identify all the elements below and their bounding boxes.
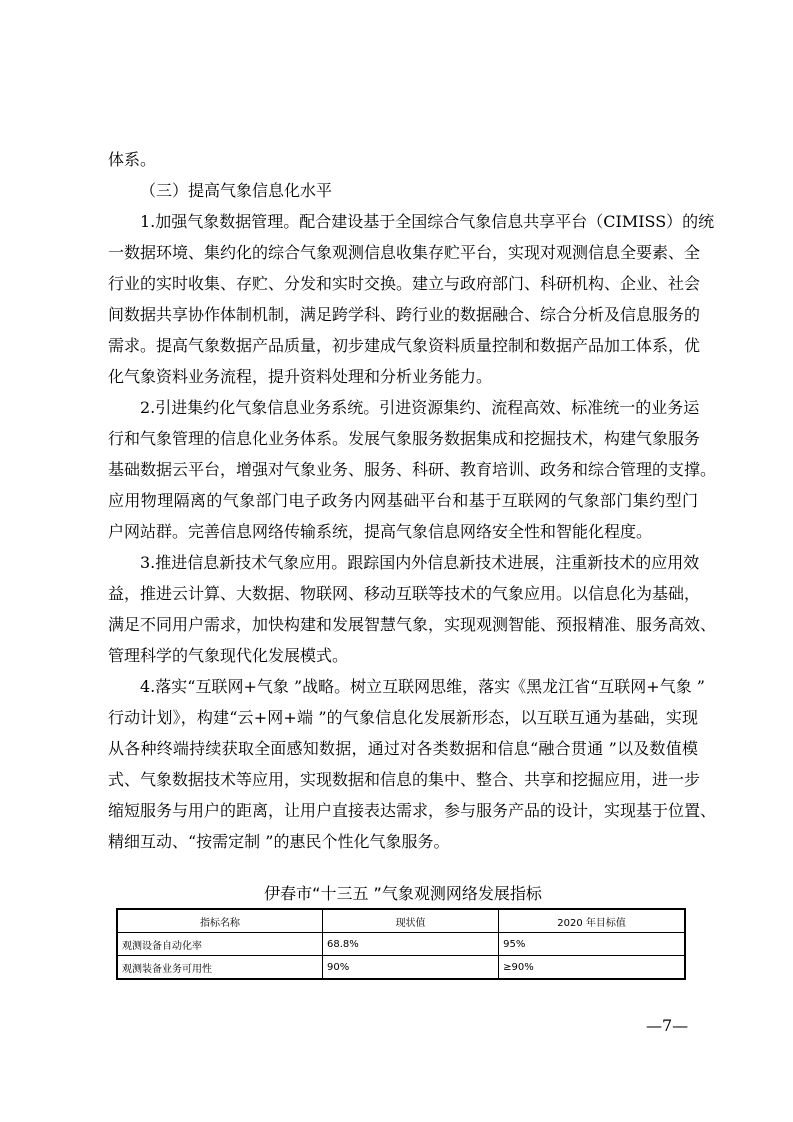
section-heading	[108, 175, 698, 206]
paragraph-business-system	[108, 392, 717, 547]
body-text	[108, 144, 717, 857]
text-line: 化气象资料业务流程，提升资料处理和分析业务能力。	[108, 367, 493, 386]
text-line: 基础数据云平台，增强对气象业务、服务、科研、教育培训、政务和综合管理的支撑。	[108, 460, 717, 479]
text-line: 行和气象管理的信息化业务体系。发展气象服务数据集成和挖掘技术，构建气象服务	[108, 429, 701, 448]
table-cell: 观测装备业务可用性	[117, 956, 323, 980]
text-line: 缩短服务与用户的距离，让用户直接表达需求，参与服务产品的设计，实现基于位置、	[108, 801, 717, 820]
text-line: 益，推进云计算、大数据、物联网、移动互联等技术的气象应用。以信息化为基础，	[108, 584, 701, 603]
table-cell: 95%	[499, 933, 685, 956]
text-line: 一数据环境、集约化的综合气象观测信息收集存贮平台，实现对观测信息全要素、全	[108, 243, 701, 262]
table-cell: 观测设备自动化率	[117, 933, 323, 956]
text-line: 精细互动、“按需定制 ”的惠民个性化气象服务。	[108, 832, 450, 851]
table-cell: ≥90%	[499, 956, 685, 980]
text-line: 1.加强气象数据管理。配合建设基于全国综合气象信息共享平台（CIMISS）的统	[140, 212, 715, 231]
text-line: 满足不同用户需求，加快构建和发展智慧气象，实现观测智能、预报精准、服务高效、	[108, 615, 717, 634]
text-line: 4.落实“互联网+气象 ”战略。树立互联网思维，落实《黑龙江省“互联网+气象 ”	[140, 677, 705, 696]
paragraph-internet-plus	[108, 671, 717, 857]
text-line: 行动计划》，构建“云+网+端 ”的气象信息化发展新形态，以互联互通为基础，实现	[108, 708, 698, 727]
table-caption: 伊春市“十三五 ”气象观测网络发展指标	[264, 884, 542, 903]
paragraph-continuation	[108, 144, 698, 175]
table-cell: 90%	[323, 956, 499, 980]
table-header-cell: 2020 年目标值	[499, 909, 685, 933]
table-header-cell: 指标名称	[117, 909, 323, 933]
text-line: 应用物理隔离的气象部门电子政务内网基础平台和基于互联网的气象部门集约型门	[108, 491, 698, 510]
text-line: 3.推进信息新技术气象应用。跟踪国内外信息新技术进展，注重新技术的应用效	[140, 553, 700, 572]
paragraph-new-technology	[108, 547, 717, 671]
page-number: —7—	[646, 1016, 689, 1035]
table-row	[117, 933, 685, 956]
text-line: 式、气象数据技术等应用，实现数据和信息的集中、整合、共享和挖掘应用，进一步	[108, 770, 701, 789]
metrics-table	[116, 908, 686, 980]
paragraph-data-management	[108, 206, 715, 392]
table-row	[117, 956, 685, 980]
table-cell: 68.8%	[323, 933, 499, 956]
text-line: 户网站群。完善信息网络传输系统，提高气象信息网络安全性和智能化程度。	[108, 522, 653, 541]
table-header-row	[117, 909, 685, 933]
text-line: 行业的实时收集、存贮、分发和实时交换。建立与政府部门、科研机构、企业、社会	[108, 274, 701, 293]
text-line: 2.引进集约化气象信息业务系统。引进资源集约、流程高效、标准统一的业务运	[140, 398, 700, 417]
text-line: 间数据共享协作体制机制，满足跨学科、跨行业的数据融合、综合分析及信息服务的	[108, 305, 701, 324]
text-line: 从各种终端持续获取全面感知数据，通过对各类数据和信息“融合贯通 ”以及数值模	[108, 739, 698, 758]
text-line: 需求。提高气象数据产品质量，初步建成气象资料质量控制和数据产品加工体系，优	[108, 336, 701, 355]
text-line: （三）提高气象信息化水平	[140, 181, 333, 200]
text-line: 体系。	[108, 150, 157, 169]
text-line: 管理科学的气象现代化发展模式。	[108, 646, 349, 665]
table-header-cell: 现状值	[323, 909, 499, 933]
